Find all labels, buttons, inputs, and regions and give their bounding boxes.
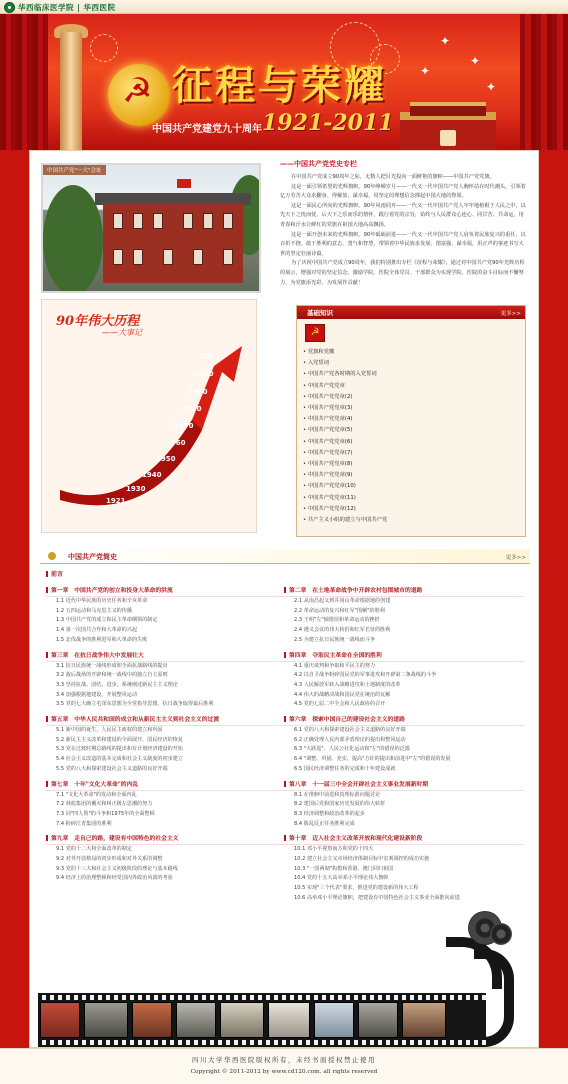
building-icon: [103, 203, 243, 283]
section-link[interactable]: 8.4 拨乱反正任务胜利完成: [294, 820, 355, 827]
section-link[interactable]: 1.3 中国共产党的成立和民主革命纲领的制定: [56, 617, 158, 624]
dove-icon: ✦: [486, 80, 497, 94]
knowledge-item[interactable]: • 党旗和党徽: [303, 347, 387, 358]
film-reel-icon: [490, 923, 512, 945]
more-link[interactable]: 更多>>: [500, 311, 521, 317]
year-label: 1940: [142, 471, 162, 479]
section-link[interactable]: 7.1 "文化大革命"的发动和全面内乱: [56, 791, 137, 798]
section-link[interactable]: 5.3 党在过渡时期总路线的提出和有计划经济建设的开始: [56, 746, 183, 753]
section-link[interactable]: 6.3 "大跃进"、人民公社化运动和"左"的错误的泛滥: [294, 746, 410, 753]
party-emblem-icon: ☭: [108, 64, 170, 126]
chapter-heading[interactable]: 第九章 走自己的路，建设有中国特色的社会主义: [46, 833, 286, 845]
knowledge-item[interactable]: • 中国共产党党章(4): [303, 414, 387, 425]
copyright-line: Copyright © 2011-2012 by www.cd120.com. all rights reserved: [190, 1069, 378, 1075]
section-link[interactable]: 10.3 "一国两制"构想和香港、澳门回归祖国: [294, 865, 394, 872]
intro-paragraph: 这是一面引领希望的光辉旗帜。90年峥嵘岁月——一代又一代中国共产党人胸怀站在时代潮头，引领着亿万劳苦大众求翻身、得解放、谋幸福，用坚定的理想信念撑起中国大地的脊梁。: [280, 183, 526, 200]
header-banner: [0, 14, 568, 150]
gallery-photo[interactable]: [40, 1002, 80, 1038]
dove-icon: ✦: [440, 34, 451, 48]
year-label: 1930: [126, 485, 146, 493]
banner-years: 1921-2011: [262, 110, 394, 136]
section-link[interactable]: 9.1 党的十二大和全面改革的制定: [56, 846, 132, 853]
section-link[interactable]: 6.1 党的八大和探索建设社会主义道路的良好开端: [294, 727, 406, 734]
knowledge-item[interactable]: • 中国共产党各时期的入党誓词: [303, 369, 387, 380]
chapter-heading[interactable]: 第四章 夺取民主革命在全国的胜利: [284, 650, 524, 662]
chapter-heading[interactable]: 第二章 在土地革命战争中开辟农村包围城市的道路: [284, 585, 524, 597]
column-title: ——中国共产党党史专栏: [280, 160, 357, 168]
hospital-emblem-icon: [4, 2, 15, 13]
monument-icon: [60, 32, 82, 150]
chapter-heading[interactable]: 第十章 迈入社会主义改革开放和现代化建设新阶段: [284, 833, 524, 845]
knowledge-item[interactable]: • 中国共产党党章(5): [303, 425, 387, 436]
intro-paragraph: 为了庆祝中国共产党成立90周年，我们特别推出专栏《征程与荣耀》，通过对中国共产党90年光辉历程的展示，增强对党的坚定信念，激励学院、医院全体党员、干部群众为实现学院、医院的奋斗目标而不懈努力，为党旗添光彩，为发展作贡献！: [280, 260, 525, 286]
bullet-icon: [48, 552, 56, 560]
section-link[interactable]: 1.2 五四运动和马克思主义的传播: [56, 607, 132, 614]
chapter-heading[interactable]: 第五章 中华人民共和国的成立和从新民主主义到社会主义的过渡: [46, 714, 286, 726]
dove-icon: ✦: [470, 54, 481, 68]
site-logo[interactable]: [4, 1, 115, 13]
knowledge-item[interactable]: • 中国共产党党章(3): [303, 403, 387, 414]
gallery-photo[interactable]: [220, 1002, 264, 1038]
right-curtain: [520, 14, 568, 150]
knowledge-item[interactable]: • 中国共产党党章(12): [303, 504, 387, 515]
section-link[interactable]: 4.5 党的七届二中全会和人民政协的召开: [294, 701, 386, 708]
panel-header: [297, 306, 525, 319]
knowledge-item[interactable]: • 中国共产党党章(10): [303, 481, 387, 492]
banner-subtitle: 中国共产党建党九十周年: [152, 124, 262, 135]
section-link[interactable]: 7.2 林彪集团的覆灭和纠正极左思潮的努力: [56, 801, 153, 808]
main-content: [29, 150, 539, 1048]
intro-paragraph: 这是一面民心所向的光辉旗帜。90年风雨同舟——一代又一代中国共产党人牢牢地植根于人民之中，以先天下之忧而忧、后天下之乐而乐的情怀，践行着党的宗旨，始终与人民群众心连心、同甘苦、共命运，用青春和汗水让鲜红的党旗在祖国大地高高飘扬。: [280, 202, 526, 228]
party-emblem-icon: ☭: [305, 324, 325, 342]
section-link[interactable]: 10.1 邓小平视察南方和党的十四大: [294, 846, 374, 853]
section-link[interactable]: 2.4 遵义会议的伟大转折和红军长征的胜利: [294, 627, 391, 634]
knowledge-item[interactable]: • 中国共产党党章: [303, 381, 387, 392]
gallery-photo[interactable]: [268, 1002, 310, 1038]
section-link[interactable]: 5.2 新民主主义改革和建设的全面展开，国民经济的恢复: [56, 736, 183, 743]
brief-history-header: [40, 549, 530, 564]
year-label: 2011: [200, 352, 220, 360]
section-link[interactable]: 10.2 建立社会主义市场经济体制目标中宏观调控的成功实施: [294, 856, 430, 863]
left-curtain: [0, 14, 48, 150]
intro-text: [280, 173, 526, 288]
film-strip-gallery: [30, 909, 540, 1049]
gallery-photo[interactable]: [176, 1002, 216, 1038]
chapter-heading[interactable]: 第七章 十年"文化大革命"的内乱: [46, 779, 286, 791]
section-link[interactable]: 3.2 敌后战场的开辟和统一战线中的独立自主原则: [56, 672, 168, 679]
top-bar: [0, 0, 568, 14]
year-label: 1950: [156, 455, 176, 463]
knowledge-item[interactable]: • 中国共产党党章(8): [303, 459, 387, 470]
section-link[interactable]: 3.5 党的七大确立毛泽东思想为全党指导思想，抗日战争取得最后胜利: [56, 701, 214, 708]
section-link[interactable]: 8.3 经济调整和政治改革的起步: [294, 810, 365, 817]
year-label: 1970: [174, 422, 194, 430]
section-link[interactable]: 10.6 高举邓小平理论旗帜，把建设有中国特色社会主义事业全面推向前进: [294, 894, 460, 901]
section-link[interactable]: 6.2 正确处理人民内部矛盾理论的提出和整风运动: [294, 736, 406, 743]
section-link[interactable]: 3.4 加强根据地建设，开展整风运动: [56, 691, 138, 698]
section-link[interactable]: 1.4 第一次国共合作和大革命的兴起: [56, 627, 138, 634]
section-link[interactable]: 2.1 从南昌起义到井冈山革命根据地的创建: [294, 598, 391, 604]
more-link[interactable]: 更多>>: [505, 555, 526, 561]
year-label: 1990: [188, 388, 208, 396]
section-link[interactable]: 10.5 实现"三个代表"要求，推进党的建设新的伟大工程: [294, 885, 419, 892]
section-link[interactable]: 2.2 革命运动的复兴和红军"围剿"的胜利: [294, 607, 385, 614]
section-link[interactable]: 9.4 经济上的治理整顿和经受国内外政治风波的考验: [56, 875, 173, 882]
panel-title: 基础知识: [307, 309, 333, 317]
intro-paragraph: 这是一面开创未来的光辉旗帜。90年砥砺前进——一代又一代中国共产党人肩负着民族复兴的重任，以百折不挠、敢于胜利的意志，勇气和智慧，带领着中华民族求发展、图富强、谋幸福，用正声的事迹书写大世的坚定壮丽诗篇。: [280, 231, 526, 257]
section-link[interactable]: 4.1 重庆谈判和争取和平民主的努力: [294, 662, 376, 669]
section-link[interactable]: 3.1 抗日民族统一战线形成和全面抗战路线的提出: [56, 662, 168, 669]
section-link[interactable]: 8.1 在徘徊中前进和真理标准问题讨论: [294, 791, 381, 798]
firework-icon: [90, 34, 118, 62]
chapters-left-column: [46, 581, 286, 884]
section-link[interactable]: 4.2 以自卫战争粉碎国民党的军事进攻和开辟第二条战线的斗争: [294, 672, 437, 679]
knowledge-item[interactable]: • 中国共产党党章(2): [303, 392, 387, 403]
chapter-heading[interactable]: 第六章 探索中国自己的建设社会主义的道路: [284, 714, 524, 726]
footer: [0, 1048, 568, 1084]
knowledge-list: [303, 347, 387, 526]
section-link[interactable]: 1.5 北伐战争的胜利进军和大革命的失败: [56, 636, 148, 643]
knowledge-item[interactable]: • 中国共产党党章(11): [303, 493, 387, 504]
section-link[interactable]: 5.4 社会主义改造的基本完成和社会主义制度的初步建立: [56, 756, 183, 763]
rising-arrow-icon: [42, 300, 257, 533]
section-link[interactable]: 10.4 党的十五大高举邓小平理论伟大旗帜: [294, 875, 389, 882]
year-label: 1921: [106, 497, 126, 505]
knowledge-item[interactable]: • 入党誓词: [303, 358, 387, 369]
dove-icon: ✦: [420, 64, 431, 78]
section-link[interactable]: 6.4 "调整、巩固、充实、提高"方针的提出和前进中"左"的错误的发展: [294, 756, 451, 763]
preface-link[interactable]: 前言: [46, 569, 63, 578]
section-link[interactable]: 7.3 同"四人帮"的斗争和1975年的全面整顿: [56, 810, 155, 817]
section-link[interactable]: 3.3 坚持抗战、团结、进步，系统阐述新民主主义理论: [56, 681, 178, 688]
site-logo-text: 华西临床医学院 | 华西医院: [18, 2, 116, 12]
flag-icon: [177, 179, 191, 188]
knowledge-item[interactable]: • 中国共产党党章(7): [303, 448, 387, 459]
section-link[interactable]: 8.2 建国后党和国家历史发展的伟大转折: [294, 801, 386, 808]
year-label: 2000: [194, 370, 214, 378]
basic-knowledge-panel: [296, 305, 526, 537]
banner-title: 征程与荣耀: [172, 62, 387, 109]
tree-icon: [43, 185, 103, 293]
photo-caption: 中国共产党"一大"会址: [43, 165, 106, 175]
section-link[interactable]: 5.5 党的八大和探索建设社会主义道路的良好开端: [56, 765, 168, 772]
film-strip: [38, 993, 486, 1047]
section-link[interactable]: 7.4 粉碎江青集团的胜利: [56, 820, 112, 827]
gallery-photo[interactable]: [402, 1002, 446, 1038]
section-link[interactable]: 6.5 国民经济调整任务的完成和十年建设成就: [294, 765, 396, 772]
history-title: 90年伟大历程: [56, 314, 140, 329]
section-link[interactable]: 2.3 王明"左"倾错误和革命运动的挫折: [294, 617, 380, 624]
gallery-photo[interactable]: [84, 1002, 128, 1038]
chapter-heading[interactable]: 第三章 在抗日战争伟大中发展壮大: [46, 650, 286, 662]
first-congress-site-photo: [41, 163, 261, 293]
history-subtitle: ——大事记: [102, 328, 142, 337]
copyright-notice: 四川大学华西医院版权所有，未经书面授权禁止使用: [192, 1056, 376, 1064]
knowledge-item[interactable]: • 共产主义小组的建立与中国共产党: [303, 515, 387, 526]
year-label: 1980: [182, 405, 202, 413]
year-label: 1960: [166, 439, 186, 447]
section-link[interactable]: 4.3 人民解放军转入战略进攻和土地制度的改革: [294, 681, 401, 688]
history-timeline-banner[interactable]: [41, 299, 257, 533]
gallery-photo[interactable]: [358, 1002, 398, 1038]
knowledge-item[interactable]: • 中国共产党党章(9): [303, 470, 387, 481]
section-link[interactable]: 9.3 党的十三大和社会主义初级阶段的理论与基本路线: [56, 865, 178, 872]
section-link[interactable]: 9.2 对外开放格局的初步形成和对外关系的调整: [56, 856, 163, 863]
brief-history-title: 中国共产党简史: [68, 553, 117, 561]
tiananmen-icon: [400, 112, 496, 150]
chapters-right-column: [284, 581, 524, 904]
section-link[interactable]: 2.5 为建立抗日民族统一战线而斗争: [294, 636, 376, 643]
intro-paragraph: 在中国共产党成立90周年之际，无数人把目光投向一面鲜艳的旗帜——中国共产党党旗。: [291, 174, 495, 180]
section-link[interactable]: 5.1 新中国的诞生，人民民主政权的建立和巩固: [56, 727, 163, 734]
chapter-heading[interactable]: 第八章 十一届三中全会开辟社会主义事业发展新时期: [284, 779, 524, 791]
section-link[interactable]: 1.1 近代中华民族的历史任务和辛亥革命: [56, 598, 148, 604]
section-link[interactable]: 4.4 伟大的战略决战和国民党在统治的瓦解: [294, 691, 391, 698]
gallery-photo[interactable]: [132, 1002, 172, 1038]
chapter-heading[interactable]: 第一章 中国共产党的创立和投身大革命的洪流: [46, 585, 286, 597]
knowledge-item[interactable]: • 中国共产党党章(6): [303, 437, 387, 448]
gallery-photo[interactable]: [314, 1002, 354, 1038]
